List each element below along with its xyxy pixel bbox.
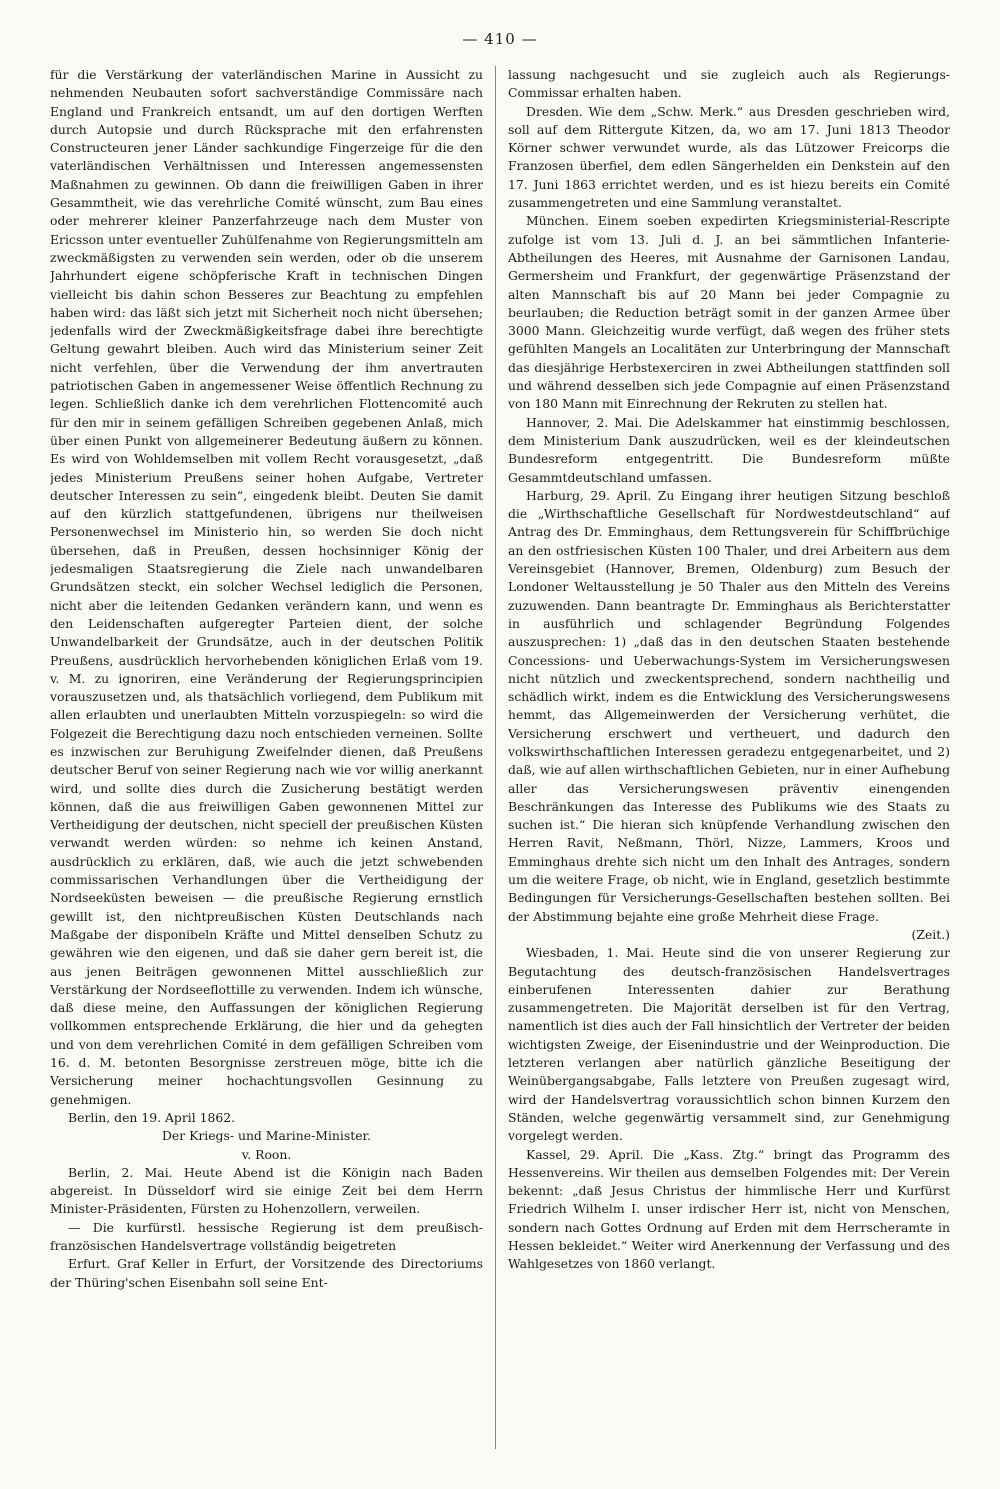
page-number: — 410 —	[462, 30, 538, 48]
news-kassel: Kassel, 29. April. Die „Kass. Ztg.“ bringt das Programm des Hessenvereins. Wir theilen aus demselben Folgendes mit: Der Verein bekennt: „daß Jesus Christus der himmlische Herr und Kurfürst Friedrich Wilhelm I. unser irdischer Herr ist, nicht von Menschen, sondern nach Gottes Ordnung auf Erden mit dem Herrscheramte in Hessen bekleidet.“ Weiter wird Anerkennung der Verfassung und des Wahlgesetzes von 1860 verlangt.	[508, 1146, 950, 1272]
letter-body: für die Verstärkung der vaterländischen Marine in Aussicht zu nehmenden Neubauten sofort sachverständige Commissäre nach England und Frankreich entsandt, um auf den dortigen Werften durch Autopsie und durch Rücksprache mit den erfahrensten Constructeuren jener Länder sachkundige Fingerzeige für die den vaterländischen Verhältnissen und Interessen angemessensten Maßnahmen zu gewinnen. Ob dann die freiwilligen Gaben in ihrer Gesammtheit, wie das verehrliche Comité wünscht, zum Bau eines oder mehrerer kleiner Panzerfahrzeuge nach dem Muster von Ericsson unter eventueller Zuhülfenahme von Regierungsmitteln am zweckmäßigsten zu verwenden sein werden, oder ob die unserem Jahrhundert eigene schöpferische Kraft in technischen Dingen vielleicht bis dahin schon Besseres zur Beachtung zu empfehlen haben wird: das läßt sich jetzt mit Sicherheit noch nicht übersehen; jedenfalls wird der Zweckmäßigkeitsfrage dabei ihre berechtigte Geltung gewahrt bleiben. Auch wird das Ministerium seiner Zeit nicht verfehlen, über die Verwendung der ihm anvertrauten patriotischen Gaben in angemessener Weise öffentlich Rechnung zu legen. Schließlich danke ich dem verehrlichen Flottencomité auch für den mir in seinem gefälligen Schreiben gegebenen Anlaß, mich über einen Punkt von allgemeinerer Bedeutung äußern zu können. Es wird von Wohldemselben mit vollem Recht vorausgesetzt, „daß jedes Ministerium Preußens seiner hohen Aufgabe, Vertreter deutscher Interessen zu sein“, eingedenk bleibt. Deuten Sie damit auf den kürzlich stattgefundenen, übrigens nur theilweisen Personenwechsel im Ministerio hin, so werden Sie doch nicht übersehen, daß in Preußen, dessen hochsinniger König der jedesmaligen Staatsregierung die Ziele nach unwandelbaren Grundsätzen steckt, ein solcher Wechsel lediglich die Personen, nicht aber die leitenden Gedanken verändern kann, und wenn es den Leidenschaften aufgeregter Parteien dient, der solche Unwandelbarkeit der Grundsätze, auch in der deutschen Politik Preußens, ausdrücklich hervorhebenden königlichen Erlaß vom 19. v. M. zu ignoriren, eine Veränderung der Regierungsprincipien vorauszusetzen und, als thatsächlich vorliegend, dem Publikum mit allen erlaubten und unerlaubten Mitteln vorzuspiegeln: so wird die Folgezeit die Berechtigung dazu noch entschieden verneinen. Sollte es inzwischen zur Beruhigung Zweifelnder dienen, daß Preußens deutscher Beruf von seiner Regierung nach wie vor willig anerkannt wird, und sollte dies durch die Zusicherung bestätigt werden können, daß die aus freiwilligen Gaben gewonnenen Mittel zur Vertheidigung der deutschen, nicht speciell der preußischen Küsten verwandt werden würden: so nehme ich keinen Anstand, ausdrücklich zu erklären, daß, wie auch die jetzt schwebenden commissarischen Verhandlungen über die Vertheidigung der Nordseeküsten beweisen — die preußische Regierung ernstlich gewillt ist, den nichtpreußischen Küsten Deutschlands nach Maßgabe der disponibeln Kräfte und Mittel denselben Schutz zu gewähren wie den eigenen, und daß sie daher gern bereit ist, die aus jenen Beiträgen gewonnenen Mittel ausschließlich zur Verstärkung der Nordseeflottille zu verwenden. Indem ich wünsche, daß diese meine, den Auffassungen der königlichen Regierung vollkommen entsprechende Erklärung, die hier und da gehegten und von dem verehrlichen Comité in dem gefälligen Schreiben vom 16. d. M. betonten Besorgnisse zerstreuen möge, bitte ich die Versicherung meiner hochachtungsvollen Gesinnung zu genehmigen.	[50, 67, 483, 1107]
news-hannover: Hannover, 2. Mai. Die Adelskammer hat einstimmig beschlossen, dem Ministerium Dank auszudrücken, weil es der kleindeutschen Bundesreform entgegentritt. Die Bundesreform müßte Gesammtdeutschland umfassen.	[508, 414, 950, 485]
news-harburg-source: (Zeit.)	[911, 926, 950, 942]
news-muenchen: München. Einem soeben expedirten Kriegsministerial-Rescripte zufolge ist vom 13. Juli d. J. an bei sämmtlichen Infanterie-Abtheilungen des Heeres, mit Ausnahme der Garnisonen Landau, Germersheim und Frankfurt, der gegenwärtige Präsenzstand der alten Mannschaft bis auf 20 Mann bei jeder Compagnie zu beurlauben; die Reduction beträgt somit in der ganzen Armee über 3000 Mann. Gleichzeitig wurde verfügt, daß wegen des früher stets gefühlten Mangels an Localitäten zur Unterbringung der Mannschaft das diesjährige Herbstexerciren in zwei Abtheilungen stattfinden soll und während desselben sich jede Compagnie auf einen Präsenzstand von 180 Mann mit Einrechnung der Rekruten zu stellen hat.	[508, 213, 950, 412]
news-wiesbaden: Wiesbaden, 1. Mai. Heute sind die von unserer Regierung zur Begutachtung des deutsch-französischen Handelsvertrages einberufenen Interessenten dahier zur Berathung zusammengetreten. Die Majorität derselben ist für den Vertrag, namentlich ist dies auch der Fall hinsichtlich der Vertreter der beiden wichtigsten Zweige, der Eisenindustrie und der Weinproduction. Die letzteren verlangen aber natürlich gänzliche Beseitigung der Weinübergangsabgabe, Falls letztere von Preußen zugesagt wird, wird der Handelsvertrag voraussichtlich schon binnen Kurzem den Ständen, welche gegenwärtig versammelt sind, zur Genehmigung vorgelegt werden.	[508, 945, 950, 1144]
news-harburg: Harburg, 29. April. Zu Eingang ihrer heutigen Sitzung beschloß die „Wirthschaftliche Gesellschaft für Nordwestdeutschland“ auf Antrag des Dr. Emminghaus, dem Rettungsverein für Schiffbrüchige an den ostfriesischen Küsten 100 Thaler, und drei Arbeitern aus dem Vereinsgebiet (Hannover, Bremen, Oldenburg) zum Besuch der Londoner Weltausstellung je 50 Thaler aus den Mitteln des Vereins zuzuwenden. Dann beantragte Dr. Emminghaus als Berichterstatter in ausführlich und schlagender Begründung Folgendes auszusprechen: 1) „daß das in den deutschen Staaten bestehende Concessions- und Ueberwachungs-System im Versicherungswesen nicht nützlich und zweckentsprechend, sondern nachtheilig und schädlich wirkt, indem es die Entwicklung des Versicherungswesens hemmt, das Allgemeinwerden der Versicherung verhütet, die Versicherung erschwert und vertheuert, und dadurch den volkswirthschaftlichen Interessen geradezu entgegenarbeitet, und 2) daß, wie auf allen wirthschaftlichen Gebieten, nur in einer Aufhebung aller das Versicherungswesen präventiv einengenden Beschränkungen das Interesse des Publikums wie des Staats zu suchen ist.“ Die hieran sich knüpfende Verhandlung zwischen den Herren Ravit, Neßmann, Thörl, Nizze, Lammers, Kroos und Emminghaus drehte sich nicht um den Inhalt des Antrages, sondern um die weitere Frage, ob nicht, wie in England, gesetzlich bestimmte Bedingungen für Versicherungs-Gesellschaften bestehen sollten. Bei der Abstimmung bejahte eine große Mehrheit diese Frage.	[508, 487, 950, 924]
left-column	[50, 66, 483, 1471]
letter-dateline: Berlin, den 19. April 1862.	[68, 1109, 236, 1125]
signature-title: Der Kriegs- und Marine-Minister.	[161, 1128, 372, 1144]
news-dresden: Dresden. Wie dem „Schw. Merk.“ aus Dresden geschrieben wird, soll auf dem Rittergute Kitzen, da, wo am 17. Juni 1813 Theodor Körner schwer verwundet wurde, als das Lützower Freicorps die Franzosen überfiel, dem edlen Sängerhelden ein Denkstein auf den 17. Juni 1863 errichtet werden, und es ist hiezu bereits ein Comité zusammengetreten und eine Sammlung veranstaltet.	[508, 103, 950, 211]
news-erfurt: Erfurt. Graf Keller in Erfurt, der Vorsitzende des Directoriums der Thüring'schen Eisenbahn soll seine Ent-	[50, 1256, 483, 1290]
column-divider	[495, 66, 496, 1449]
news-berlin: Berlin, 2. Mai. Heute Abend ist die Königin nach Baden abgereist. In Düsseldorf wird sie einige Zeit bei dem Herrn Minister-Präsidenten, Fürsten zu Hohenzollern, verweilen.	[50, 1164, 483, 1217]
right-column	[508, 66, 950, 1471]
news-hessen: — Die kurfürstl. hessische Regierung ist dem preußisch-französischen Handelsvertrage vollständig beigetreten	[50, 1219, 483, 1253]
signature-name: v. Roon.	[241, 1146, 292, 1162]
news-erfurt-cont: lassung nachgesucht und sie zugleich auch als Regierungs-Commissar erhalten haben.	[508, 67, 950, 101]
